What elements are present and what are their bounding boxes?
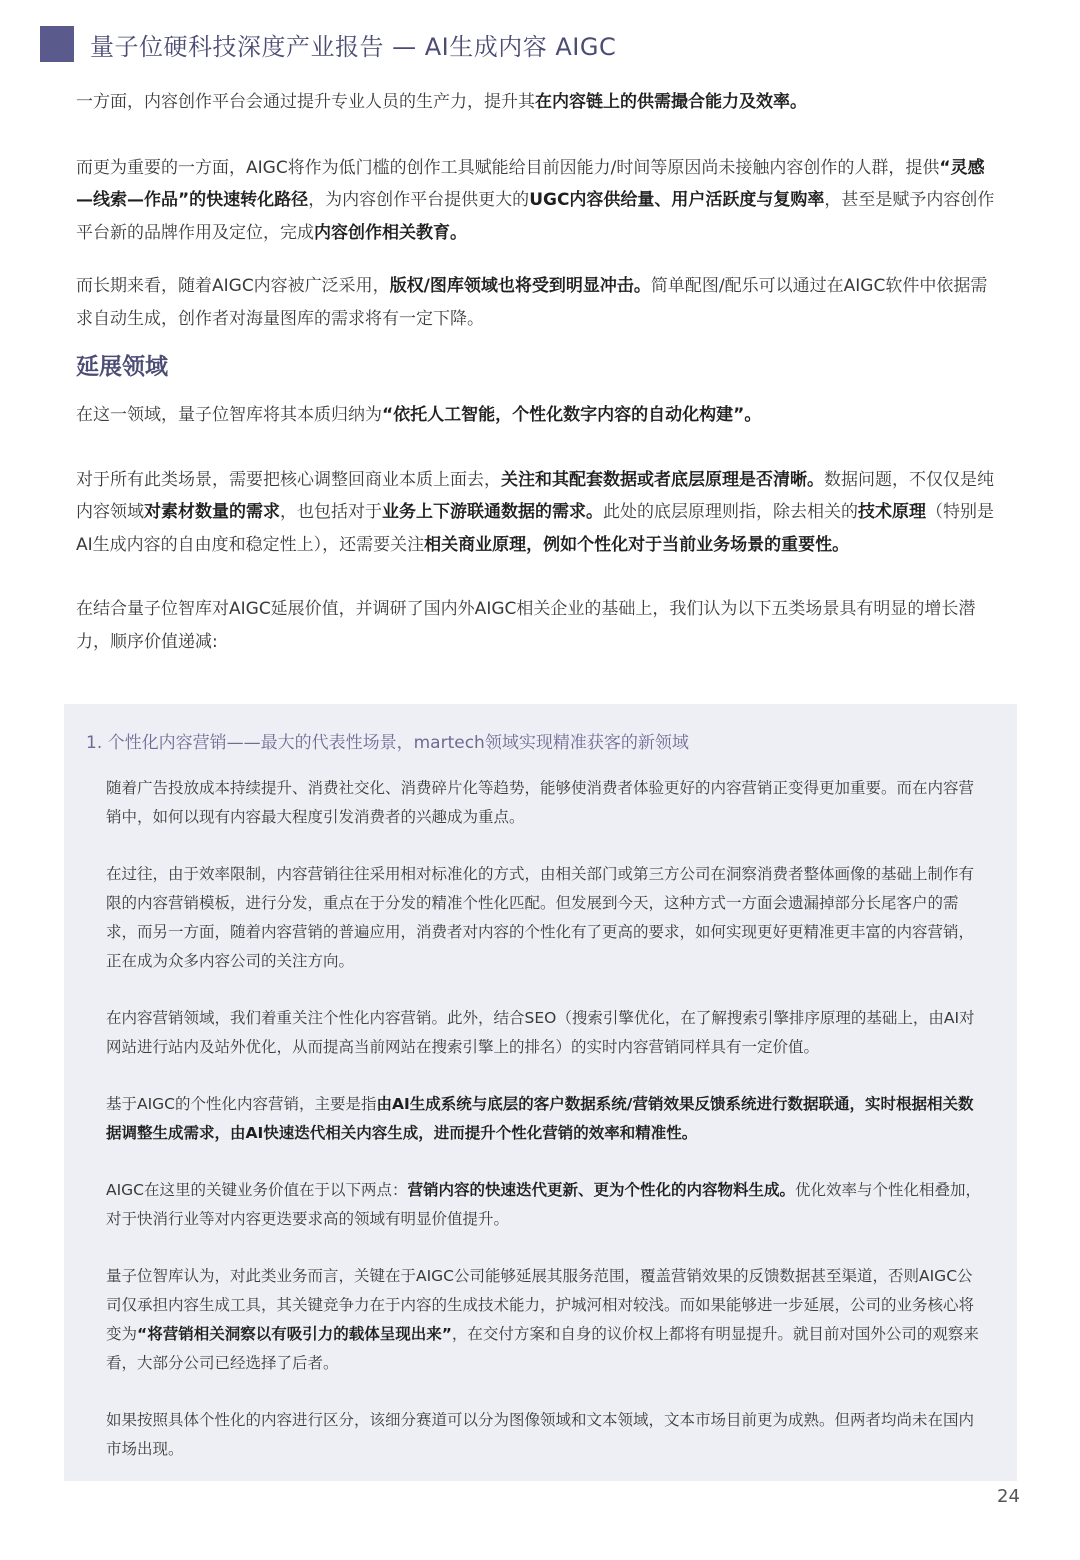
scenario-box [64,704,1017,1481]
box-paragraph-2-text: 在过往，由于效率限制，内容营销往往采用相对标准化的方式，由相关部门或第三方公司在洞察消费者整体画像的基础上制作有限的内容营销模板，进行分发，重点在于分发的精准个性化匹配。但发展到今天，这种方式一方面会遗漏掉部分长尾客户的需求，而另一方面，随着内容营销的普遍应用，消费者对内容的个性化有了更高的要求，如何实现更好更精准更丰富的内容营销，正在成为众多内容公司的关注方向。 [106,865,975,970]
paragraph-5-text-2: 数据问题，不仅仅是纯内容领域 [76,469,994,522]
paragraph-1-bold: 在内容链上的供需撮合能力及效率。 [535,92,807,112]
page-number: 24 [997,1486,1020,1507]
paragraph-4-bold: “依托人工智能，个性化数字内容的自动化构建”。 [382,405,762,425]
box-paragraph-3-text: 在内容营销领域，我们着重关注个性化内容营销。此外，结合SEO（搜索引擎优化，在了解搜索引擎排序原理的基础上，由AI对网站进行站内及站外优化，从而提高当前网站在搜索引擎上的排名）的实时内容营销同样具有一定价值。 [106,1009,975,1056]
box-paragraph-7 [106,1406,986,1464]
paragraph-2-text-1: 而更为重要的一方面，AIGC将作为低门槛的创作工具赋能给目前因能力/时间等原因尚未接触内容创作的人群，提供 [76,157,940,178]
paragraph-5-text-1: 对于所有此类场景，需要把核心调整回商业本质上面去， [76,469,501,490]
box-paragraph-5-bold: 营销内容的快速迭代更新、更为个性化的内容物料生成。 [407,1181,796,1199]
box-paragraph-4-text: 基于AIGC的个性化内容营销，主要是指 [106,1095,377,1113]
paragraph-5 [76,464,1000,562]
paragraph-2-bold-2: UGC内容供给量、用户活跃度与复购率 [529,190,825,210]
paragraph-6 [76,593,1000,658]
box-paragraph-6-text-1: 量子位智库认为，对此类业务而言，关键在于AIGC公司能够延展其服务范围，覆盖营销效果的反馈数据甚至渠道，否则AIGC公司仅承担内容生成工具，其关键竞争力在于内容的生成技术能力，护城河相对较浅。而如果能够进一步延展，公司的业务核心将变为 [106,1267,975,1343]
box-paragraph-1-text: 随着广告投放成本持续提升、消费社交化、消费碎片化等趋势，能够使消费者体验更好的内容营销正变得更加重要。而在内容营销中，如何以现有内容最大程度引发消费者的兴趣成为重点。 [106,779,975,826]
paragraph-3-text-2: 简单配图/配乐可以通过在AIGC软件中依据需求自动生成，创作者对海量图库的需求将有一定下降。 [76,276,988,329]
paragraph-4 [76,399,1000,432]
paragraph-4-text: 在这一领域，量子位智库将其本质归纳为 [76,405,382,425]
main-content [76,86,1000,658]
paragraph-1-text: 一方面，内容创作平台会通过提升专业人员的生产力，提升其 [76,92,535,112]
page-header [40,24,616,64]
scenario-title: 1. 个性化内容营销——最大的代表性场景，martech领域实现精准获客的新领域 [86,733,689,753]
box-paragraph-3 [106,1004,986,1062]
paragraph-2-bold-3: 内容创作相关教育。 [314,222,467,243]
paragraph-2-bold-1: “灵感—线索—作品”的快速转化路径 [76,157,985,210]
report-title: 量子位硬科技深度产业报告 — AI生成内容 AIGC [90,32,617,61]
scenario-body [106,774,986,1464]
paragraph-5-bold-1: 关注和其配套数据或者底层原理是否清晰。 [501,469,824,490]
paragraph-5-text-3: ，也包括对于 [280,502,382,522]
paragraph-5-text-4: 此处的底层原理则指，除去相关的 [603,502,858,522]
paragraph-5-bold-4: 技术原理 [858,502,926,522]
box-paragraph-7-text: 如果按照具体个性化的内容进行区分，该细分赛道可以分为图像领域和文本领域，文本市场目前更为成熟。但两者均尚未在国内市场出现。 [106,1411,975,1458]
box-paragraph-5 [106,1176,986,1234]
paragraph-5-bold-5: 相关商业原理，例如个性化对于当前业务场景的重要性。 [424,534,850,555]
paragraph-2-text-2: ，为内容创作平台提供更大的 [308,190,530,210]
box-paragraph-6-text-2: ，在交付方案和自身的议价权上都将有明显提升。就目前对国外公司的观察来看，大部分公司已经选择了后者。 [106,1325,979,1372]
box-paragraph-6 [106,1262,986,1378]
section-title: 延展领域 [76,354,168,380]
paragraph-1 [76,86,1000,119]
header-square-marker [40,26,74,62]
paragraph-3 [76,270,1000,335]
paragraph-5-bold-2: 对素材数量的需求 [144,502,280,522]
paragraph-5-bold-3: 业务上下游联通数据的需求。 [382,502,603,522]
paragraph-2 [76,152,1000,250]
paragraph-3-bold-1: 版权/图库领域也将受到明显冲击。 [389,276,651,296]
paragraph-6-text: 在结合量子位智库对AIGC延展价值，并调研了国内外AIGC相关企业的基础上，我们认为以下五类场景具有明显的增长潜力，顺序价值递减: [76,599,976,652]
box-paragraph-6-bold: “将营销相关洞察以有吸引力的载体呈现出来” [137,1325,452,1343]
box-paragraph-5-text-2: 优化效率与个性化相叠加，对于快消行业等对内容更迭要求高的领域有明显价值提升。 [106,1181,982,1228]
box-paragraph-4 [106,1090,986,1148]
box-paragraph-4-bold: 由AI生成系统与底层的客户数据系统/营销效果反馈系统进行数据联通，实时根据相关数据调整生成需求，由AI快速迭代相关内容生成，进而提升个性化营销的效率和精准性。 [106,1095,974,1142]
box-paragraph-1 [106,774,986,832]
paragraph-3-text-1: 而长期来看，随着AIGC内容被广泛采用， [76,276,390,296]
box-paragraph-5-text-1: AIGC在这里的关键业务价值在于以下两点： [106,1181,408,1199]
paragraph-2-text-3: ，甚至是赋予内容创作平台新的品牌作用及定位，完成 [76,190,995,243]
box-paragraph-2 [106,860,986,976]
paragraph-5-text-5: （特别是AI生成内容的自由度和稳定性上），还需要关注 [76,502,994,555]
